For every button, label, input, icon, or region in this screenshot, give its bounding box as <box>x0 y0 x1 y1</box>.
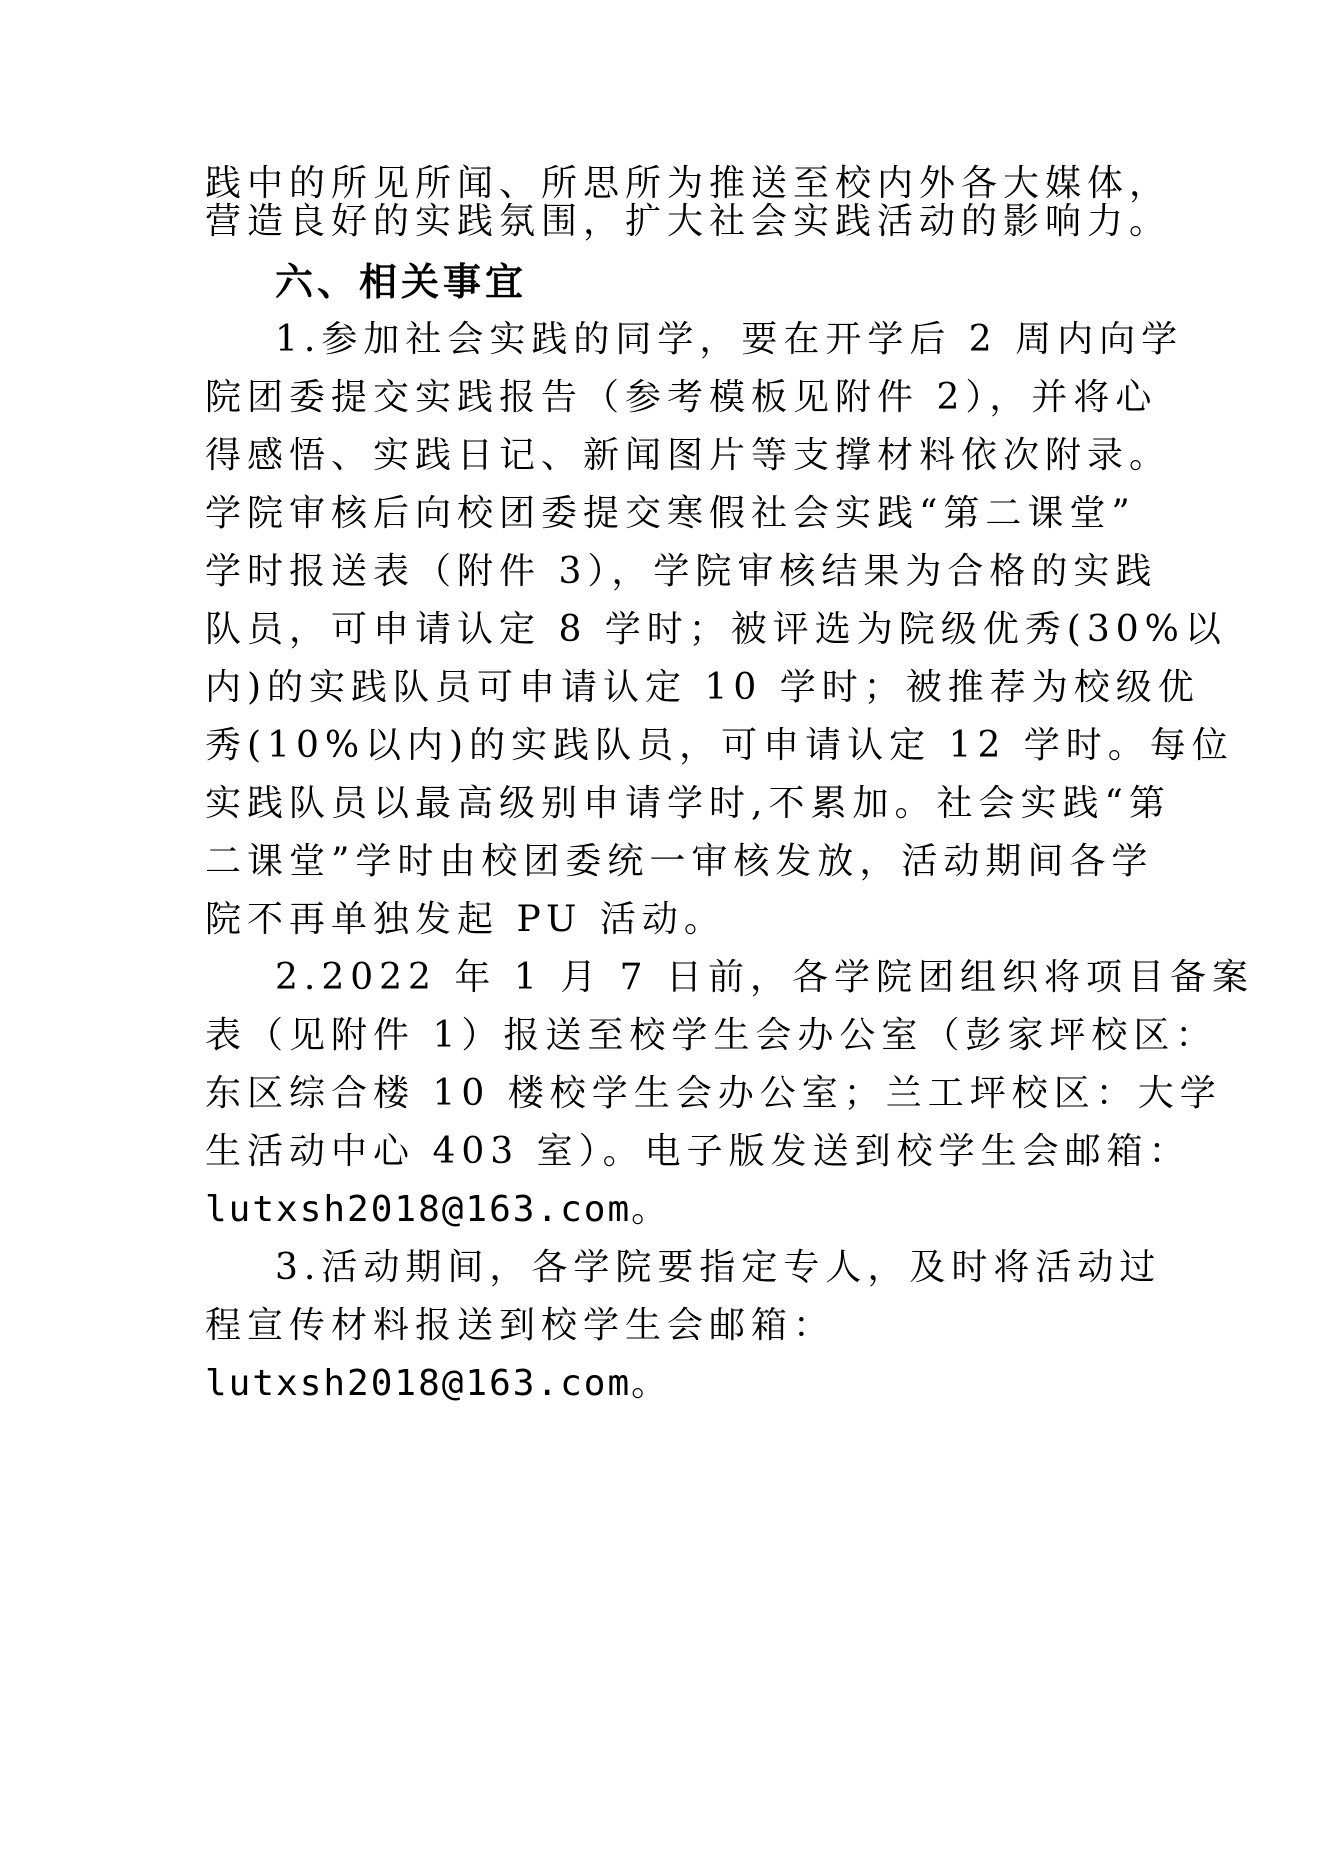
paragraph-line: 营造良好的实践氛围，扩大社会实践活动的影响力。 <box>205 201 1172 242</box>
paragraph-line: 院团委提交实践报告（参考模板见附件 2），并将心 <box>205 377 1158 418</box>
email-line: lutxsh2018@163.com。 <box>205 1189 670 1230</box>
paragraph-line: 3.活动期间，各学院要指定专人，及时将活动过 <box>275 1247 1162 1288</box>
paragraph-line: 生活动中心 403 室）。电子版发送到校学生会邮箱： <box>205 1131 1191 1172</box>
paragraph-line: 表（见附件 1）报送至校学生会办公室（彭家坪校区： <box>205 1015 1218 1056</box>
paragraph-line: 学院审核后向校团委提交寒假社会实践“第二课堂” <box>205 493 1136 534</box>
paragraph-line: 东区综合楼 10 楼校学生会办公室；兰工坪校区：大学 <box>205 1073 1222 1114</box>
paragraph-line: 践中的所见所闻、所思所为推送至校内外各大媒体， <box>205 163 1172 204</box>
paragraph-line: 得感悟、实践日记、新闻图片等支撑材料依次附录。 <box>205 435 1172 476</box>
paragraph-line: 实践队员以最高级别申请学时,不累加。社会实践“第 <box>205 783 1171 824</box>
section-heading: 六、相关事宜 <box>275 260 528 304</box>
paragraph-line: 秀(10%以内)的实践队员，可申请认定 12 学时。每位 <box>205 725 1234 766</box>
paragraph-line: 队员，可申请认定 8 学时；被评选为院级优秀(30%以 <box>205 609 1227 650</box>
paragraph-line: 2.2022 年 1 月 7 日前，各学院团组织将项目备案 <box>275 957 1254 998</box>
paragraph-line: 程宣传材料报送到校学生会邮箱： <box>205 1305 836 1346</box>
paragraph-line: 学时报送表（附件 3），学院审核结果为合格的实践 <box>205 551 1158 592</box>
paragraph-line: 1.参加社会实践的同学，要在开学后 2 周内向学 <box>275 319 1184 360</box>
email-line: lutxsh2018@163.com。 <box>205 1363 670 1404</box>
paragraph-line: 内)的实践队员可申请认定 10 学时；被推荐为校级优 <box>205 667 1200 708</box>
paragraph-line: 院不再单独发起 PU 活动。 <box>205 899 726 940</box>
paragraph-line: 二课堂”学时由校团委统一审核发放，活动期间各学 <box>205 841 1154 882</box>
